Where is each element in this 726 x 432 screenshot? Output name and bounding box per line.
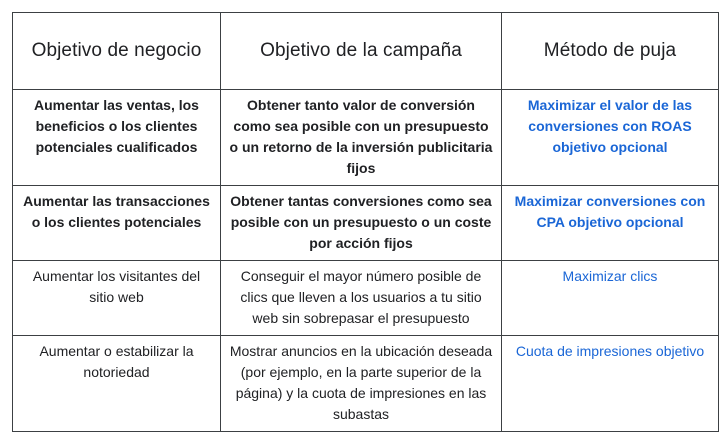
bid-method-link-target-impression-share[interactable]: Cuota de impresiones objetivo [515,343,705,359]
table-row [13,261,719,336]
campaign-goal-cell: Conseguir el mayor número posible de clics que lleven a los usuarios a tu sitio web sin sobrepasar el presupuesto [221,261,502,336]
campaign-goal-cell: Obtener tanto valor de conversión como sea posible con un presupuesto o un retorno de la inversión publicitaria fijos [221,90,502,186]
bidding-strategy-table [12,12,719,432]
header-campaign-goal: Objetivo de la campaña [221,13,502,90]
campaign-goal-cell: Mostrar anuncios en la ubicación deseada (por ejemplo, en la parte superior de la página) y la cuota de impresiones en las subastas [221,336,502,432]
bid-method-link-maximize-conversions[interactable]: Maximizar conversiones con CPA objetivo opcional [514,193,706,230]
bid-method-cell [502,90,719,186]
business-goal-cell: Aumentar las ventas, los beneficios o los clientes potenciales cualificados [13,90,221,186]
table-row [13,336,719,432]
bid-method-cell [502,186,719,261]
campaign-goal-cell: Obtener tantas conversiones como sea posible con un presupuesto o un coste por acción fijos [221,186,502,261]
business-goal-cell: Aumentar o estabilizar la notoriedad [13,336,221,432]
table-row [13,90,719,186]
table-row [13,186,719,261]
header-business-goal: Objetivo de negocio [13,13,221,90]
bid-method-cell [502,261,719,336]
bid-method-link-maximize-clicks[interactable]: Maximizar clics [562,268,658,284]
bid-method-cell [502,336,719,432]
table-header-row [13,13,719,90]
business-goal-cell: Aumentar los visitantes del sitio web [13,261,221,336]
business-goal-cell: Aumentar las transacciones o los clientes potenciales [13,186,221,261]
bid-method-link-maximize-conversion-value[interactable]: Maximizar el valor de las conversiones con ROAS objetivo opcional [527,97,693,155]
header-bid-method: Método de puja [502,13,719,90]
